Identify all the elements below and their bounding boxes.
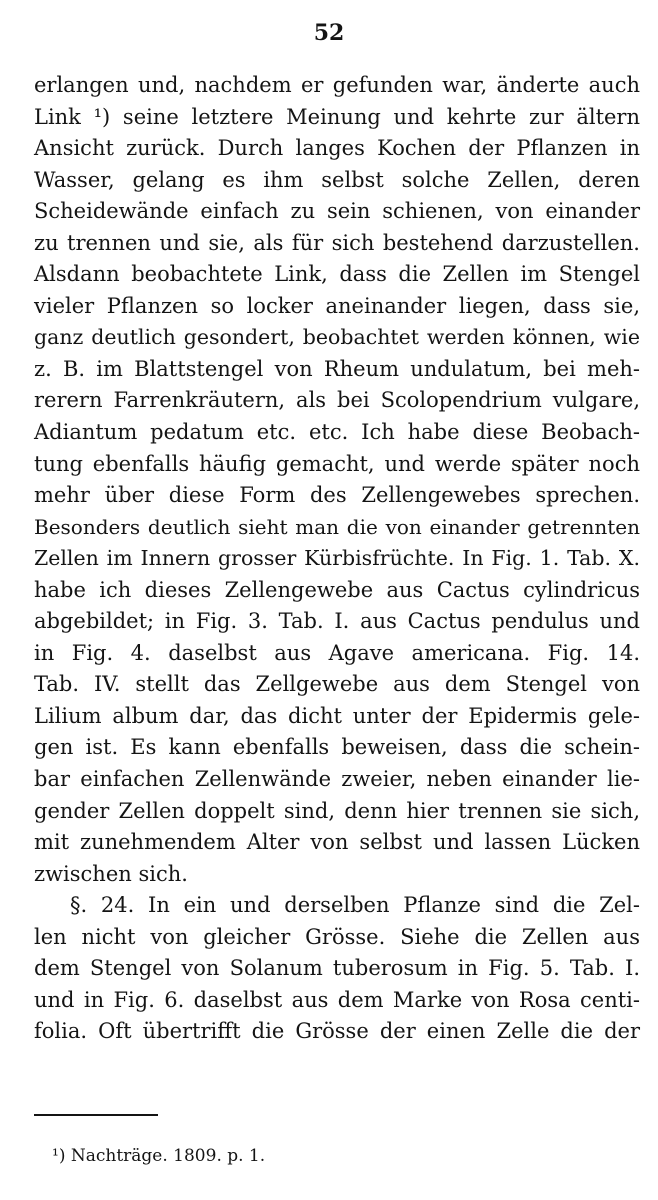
footnote-rule [34,1114,158,1116]
text-line: vieler Pflanzen so locker aneinander liegen, dass sie, [34,293,640,318]
page-number: 52 [313,20,345,46]
text-line: Adiantum pedatum etc. etc. Ich habe diese Beobach- [34,420,640,445]
text-line: tung ebenfalls häufig gemacht, und werde später noch [34,451,640,476]
text-line: rerern Farrenkräutern, als bei Scolopendrium vulgare, [34,388,640,413]
text-line: zwischen sich. [34,861,188,886]
text-line: in Fig. 4. daselbst aus Agave americana. Fig. 14. [34,640,640,665]
text-line: Zellen im Innern grosser Kürbisfrüchte. In Fig. 1. Tab. X. [34,546,640,571]
text-line: mit zunehmendem Alter von selbst und lassen Lücken [34,830,640,855]
text-line: zu trennen und sie, als für sich bestehend darzustellen. [34,230,640,255]
text-line: len nicht von gleicher Grösse. Siehe die Zellen aus [34,924,640,949]
text-line: ganz deutlich gesondert, beobachtet werden können, wie [34,325,640,350]
footnote: ¹) Nachträge. 1809. p. 1. [52,1146,266,1166]
text-line: gender Zellen doppelt sind, denn hier trennen sie sich, [34,798,640,823]
text-line: mehr über diese Form des Zellengewebes sprechen. [34,483,640,508]
text-line: Alsdann beobachtete Link, dass die Zellen im Stengel [34,262,640,287]
text-line: und in Fig. 6. daselbst aus dem Marke von Rosa centi- [34,987,640,1012]
text-line: folia. Oft übertrifft die Grösse der einen Zelle die der [34,1019,640,1044]
text-line: z. B. im Blattstengel von Rheum undulatum, bei meh- [34,356,640,381]
text-line: Ansicht zurück. Durch langes Kochen der Pflanzen in [34,136,640,161]
text-line: Link ¹) seine letztere Meinung und kehrte zur ältern [34,104,640,129]
text-line: erlangen und, nachdem er gefunden war, änderte auch [34,73,640,97]
text-line: Lilium album dar, das dicht unter der Epidermis gele- [34,703,640,728]
text-line: gen ist. Es kann ebenfalls beweisen, dass die schein- [34,735,640,760]
text-line: dem Stengel von Solanum tuberosum in Fig. 5. Tab. I. [34,956,640,981]
text-line: habe ich dieses Zellengewebe aus Cactus cylindricus [34,577,640,602]
text-line: Tab. IV. stellt das Zellgewebe aus dem Stengel von [34,672,640,697]
text-line: Wasser, gelang es ihm selbst solche Zellen, deren [34,167,640,192]
text-line: bar einfachen Zellenwände zweier, neben einander lie- [34,767,640,792]
text-line: abgebildet; in Fig. 3. Tab. I. aus Cactus pendulus und [34,609,640,634]
text-line: §. 24. In ein und derselben Pflanze sind die Zel- [70,893,640,918]
text-line: Besonders deutlich sieht man die von einander getrennten [34,514,640,539]
body-text [34,70,640,1048]
text-line: Scheidewände einfach zu sein schienen, von einander [34,199,640,224]
